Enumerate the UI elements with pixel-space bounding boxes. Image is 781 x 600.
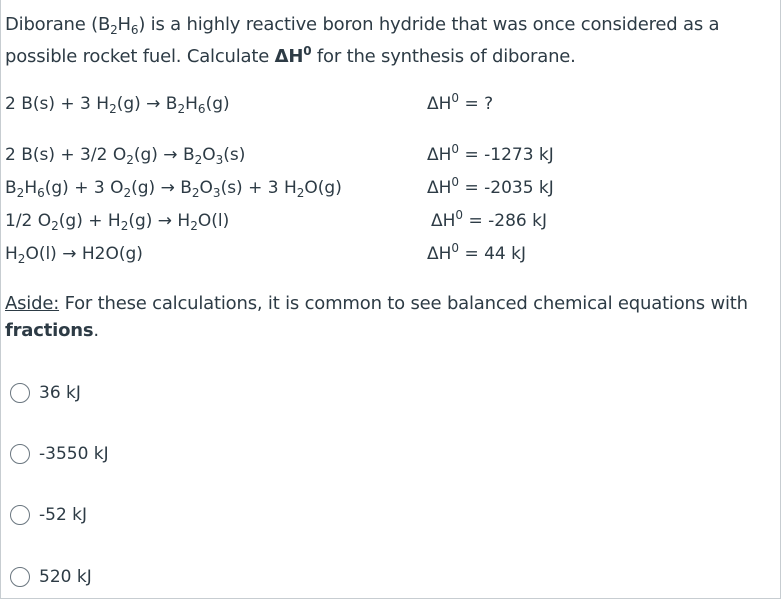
reaction-row — [5, 139, 765, 171]
subscript: 3 — [212, 186, 221, 200]
eq-segment: O — [199, 178, 213, 198]
reaction-row — [5, 172, 765, 204]
subscript: 2 — [109, 102, 117, 116]
answer-option-3[interactable] — [10, 502, 87, 528]
target-reaction-enthalpy — [427, 88, 493, 120]
delta-h-text: ΔH — [431, 211, 456, 231]
superscript: 0 — [451, 175, 460, 189]
delta-h-text: ΔH — [427, 178, 452, 198]
reaction-row — [5, 205, 765, 237]
subscript: 2 — [296, 186, 305, 200]
eq-segment: 2 B(s) + 3 H — [5, 94, 110, 114]
eq-segment: (g) + H — [58, 211, 121, 231]
eq-segment: (s) + 3 H — [220, 178, 297, 198]
eq-segment: O(l) — [197, 211, 230, 231]
subscript: 2 — [177, 102, 186, 116]
eq-segment: O(l) → H2O(g) — [25, 244, 143, 264]
superscript: 0 — [451, 241, 460, 255]
eq-segment: (g) → B — [131, 178, 192, 198]
question-text-segment: Diborane (B — [5, 14, 111, 35]
eq-segment: 1/2 O — [5, 211, 52, 231]
reaction-enthalpy — [427, 172, 554, 204]
reaction-equation — [5, 238, 143, 270]
subscript: 2 — [123, 186, 132, 200]
subscript: 2 — [190, 219, 198, 233]
eq-segment: (g) → B — [133, 145, 195, 165]
question-text — [5, 9, 765, 73]
eq-segment: (g) + 3 O — [44, 178, 124, 198]
question-text-segment: ) is a highly reactive boron hydride that was once considered as a — [138, 14, 720, 35]
eq-segment: (s) — [223, 145, 246, 165]
subscript: 2 — [126, 153, 134, 167]
eq-segment: O — [202, 145, 216, 165]
target-reaction-equation — [5, 88, 230, 120]
eq-segment: (g) — [205, 94, 230, 114]
eq-segment: B — [5, 178, 17, 198]
enthalpy-value: = ? — [459, 94, 494, 114]
eq-segment: (g) → H — [128, 211, 191, 231]
subscript: 2 — [191, 186, 200, 200]
reaction-enthalpy — [427, 139, 554, 171]
enthalpy-value: = 44 kJ — [459, 244, 527, 264]
eq-segment: (g) → B — [116, 94, 178, 114]
eq-segment: H — [185, 94, 198, 114]
subscript: 2 — [51, 219, 59, 233]
enthalpy-value: = -1273 kJ — [459, 145, 554, 165]
superscript: 0 — [451, 91, 460, 105]
answer-option-label[interactable]: -3550 kJ — [39, 444, 109, 464]
reaction-enthalpy — [431, 205, 547, 237]
delta-h-text: ΔH — [427, 244, 452, 264]
eq-segment: O(g) — [304, 178, 342, 198]
superscript: 0 — [455, 208, 464, 222]
subscript: 2 — [194, 153, 203, 167]
enthalpy-value: = -2035 kJ — [459, 178, 554, 198]
subscript: 6 — [37, 186, 45, 200]
radio-button-icon[interactable] — [10, 567, 30, 587]
aside-end: . — [93, 320, 99, 341]
subscript: 2 — [110, 23, 118, 37]
radio-button-icon[interactable] — [10, 444, 30, 464]
delta-h-text: ΔH — [427, 145, 452, 165]
question-line-1 — [5, 9, 765, 41]
answer-option-4[interactable] — [10, 564, 92, 590]
radio-button-icon[interactable] — [10, 505, 30, 525]
subscript: 6 — [130, 23, 139, 37]
delta-h-text: ΔH — [274, 46, 304, 67]
subscript: 3 — [215, 153, 224, 167]
answer-option-label[interactable]: -52 kJ — [39, 505, 88, 525]
radio-button-icon[interactable] — [10, 383, 30, 403]
eq-segment: 2 B(s) + 3/2 O — [5, 145, 127, 165]
aside-bold-word: fractions — [5, 320, 94, 341]
reaction-equation — [5, 205, 229, 237]
reaction-equation — [5, 172, 342, 204]
subscript: 2 — [17, 252, 26, 266]
reaction-enthalpy — [427, 238, 526, 270]
question-text-segment: for the synthesis of diborane. — [311, 46, 576, 67]
enthalpy-value: = -286 kJ — [463, 211, 547, 231]
reaction-equation — [5, 139, 245, 171]
aside-label: Aside: — [5, 293, 60, 314]
question-line-2 — [5, 41, 765, 73]
delta-h-text: ΔH — [427, 94, 452, 114]
aside-text: For these calculations, it is common to see balanced chemical equations with — [59, 293, 748, 314]
target-reaction — [5, 88, 765, 120]
superscript: 0 — [451, 142, 460, 156]
question-text-segment: possible rocket fuel. Calculate — [5, 46, 275, 67]
subscript: 2 — [120, 219, 129, 233]
answer-option-2[interactable] — [10, 441, 109, 467]
eq-segment: H — [24, 178, 38, 198]
answer-option-1[interactable] — [10, 380, 81, 406]
answer-option-label[interactable]: 520 kJ — [39, 567, 92, 587]
eq-segment: H — [5, 244, 18, 264]
delta-h-symbol — [275, 46, 312, 67]
question-text-segment: H — [117, 14, 131, 35]
superscript: 0 — [303, 44, 312, 58]
answer-option-label[interactable]: 36 kJ — [39, 383, 81, 403]
aside-note — [5, 290, 775, 344]
reaction-row — [5, 238, 765, 270]
subscript: 6 — [197, 102, 206, 116]
subscript: 2 — [16, 186, 25, 200]
